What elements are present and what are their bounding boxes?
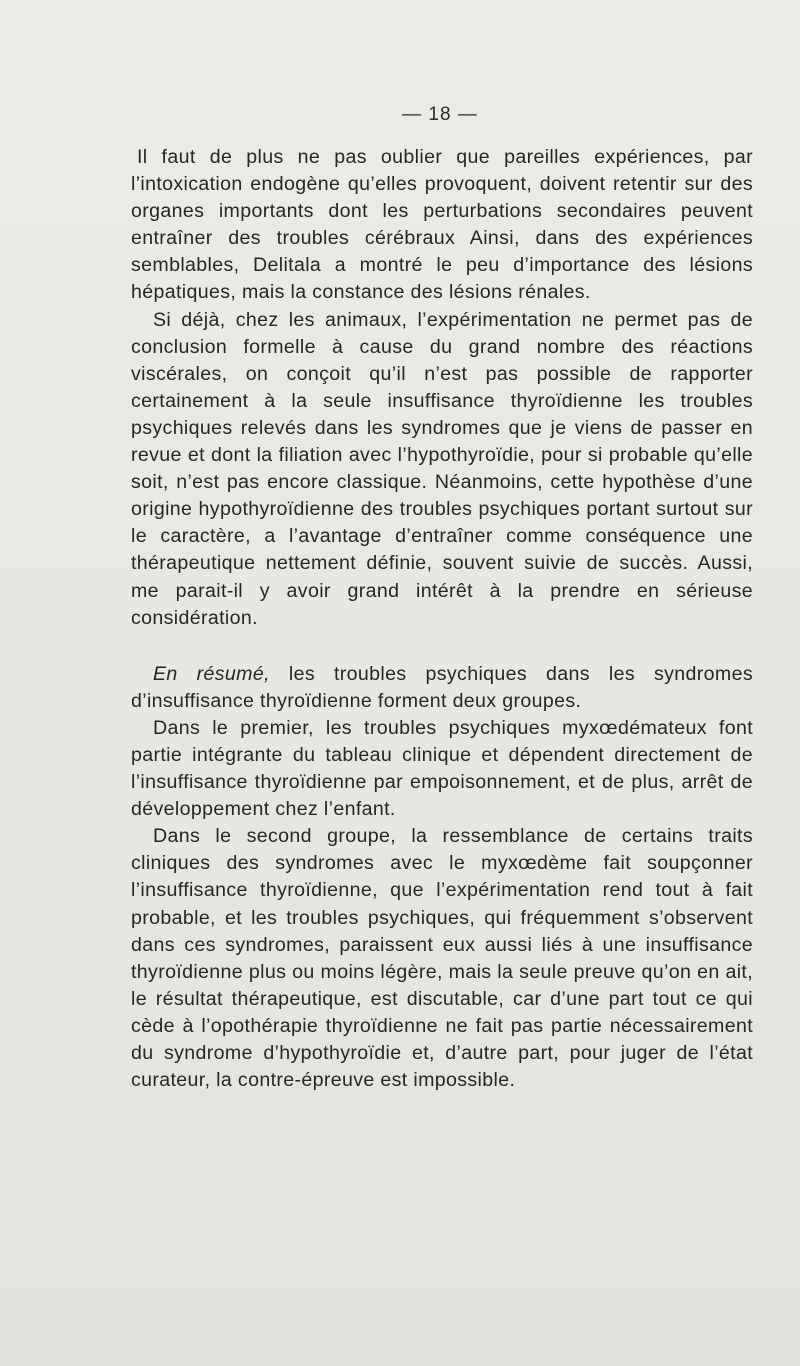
- body-text: [131, 144, 753, 1094]
- summary-lead-text: les troubles psychiques dans les syndromes d’insuffisance thyroïdienne forment deux groupes.: [131, 662, 753, 712]
- paragraph-experimentation: Si déjà, chez les animaux, l’expérimentation ne permet pas de conclusion formelle à cause du grand nombre des réactions viscérales, on conçoit qu’il n’est pas possible de rapporter certainement à la seule insuffisance thyroïdienne les troubles psychiques relevés dans les syndromes que je viens de passer en revue et dont la filiation avec l’hypothyroïdie, pour si probable qu’elle soit, n’est pas encore classique. Néanmoins, cette hypothèse d’une origine hypothyroïdienne des troubles psychiques portant surtout sur le caractère, a l’avantage d’entraîner comme conséquence une thérapeutique nettement définie, souvent suivie de succès. Aussi, me parait-il y avoir grand intérêt à la prendre en sérieuse considération.: [131, 308, 753, 629]
- paragraph-second-group: Dans le second groupe, la ressemblance de certains traits cliniques des syndromes avec le myxœdème fait soupçonner l’insuffisance thyroïdienne, que l’expérimentation rend tout à fait probable, et les troubles psychiques, qui fréquemment s’observent dans ces syndromes, paraissent eux aussi liés à une insuffisance thyroïdienne plus ou moins légère, mais la seule preuve qu’on en ait, le résultat thérapeutique, est discutable, car d’une part tout ce qui cède à l’opothérapie thyroïdienne ne fait pas partie nécessairement du syndrome d’hypothyroïdie et, d’autre part, pour juger de l’état curateur, la contre-épreuve est impossible.: [131, 825, 753, 1092]
- paragraph-first-group: Dans le premier, les troubles psychiques myxœdémateux font partie intégrante du tableau clinique et dépendent directement de l’insuffisance thyroïdienne par empoisonnement, et de plus, arrêt de développement chez l’enfant.: [131, 716, 753, 821]
- summary-lead-italic: En résumé,: [153, 662, 270, 685]
- section-gap: [131, 632, 753, 661]
- paragraph-summary: [131, 661, 753, 715]
- paragraph-intoxication: Il faut de plus ne pas oublier que pareilles expériences, par l’intoxication endogène qu’elles provoquent, doivent retentir sur des organes importants dont les perturbations secondaires peuvent entraîner des troubles cérébraux Ainsi, dans des expériences semblables, Delitala a montré le peu d’importance des lésions hépatiques, mais la constance des lésions rénales.: [131, 146, 753, 304]
- page-number: — 18 —: [402, 104, 478, 125]
